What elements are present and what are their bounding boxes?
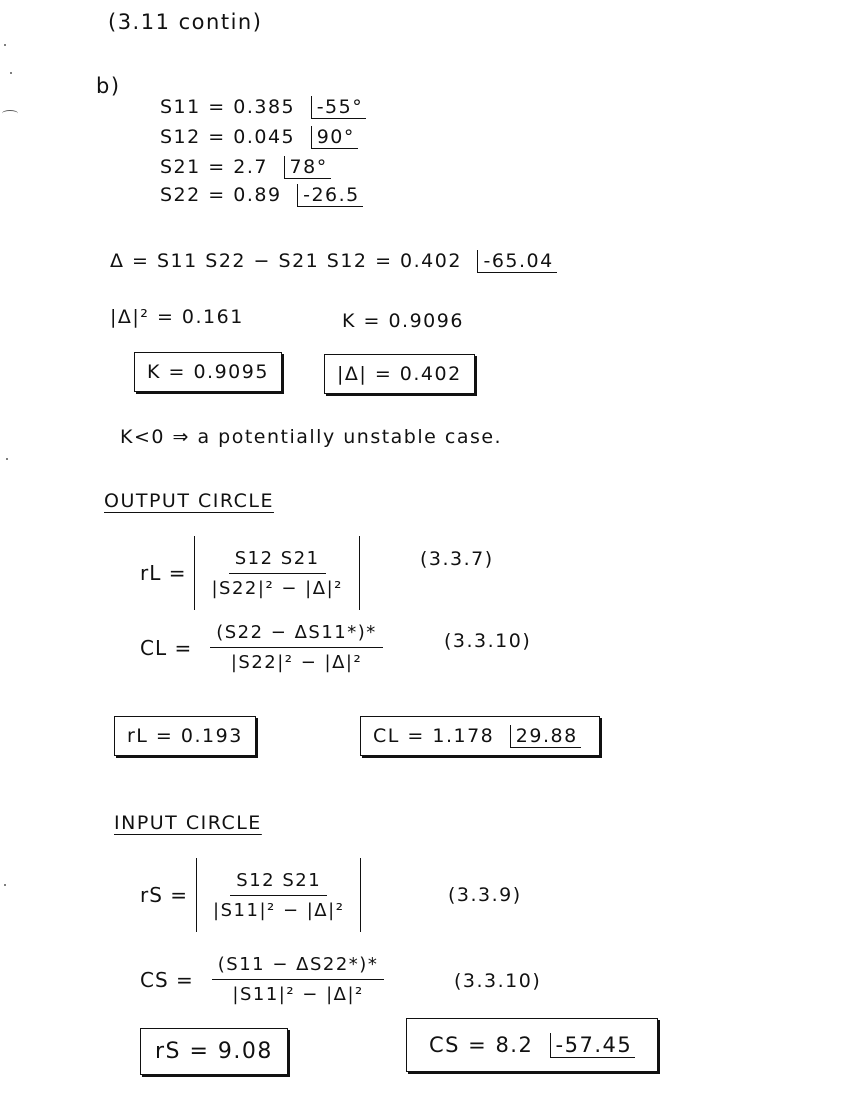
cs-result-box: [406, 1018, 658, 1072]
cl-result-box: [360, 716, 600, 756]
s-param-name: S21 =: [160, 156, 226, 178]
scan-speck: [4, 884, 6, 886]
abs-bar-right: [360, 858, 361, 932]
delta-value: 0.402: [400, 250, 462, 272]
delta-angle: -65.04: [477, 250, 556, 273]
cs-denominator: |S11|² − |Δ|²: [232, 984, 364, 1005]
s-param-angle: 90°: [311, 126, 358, 149]
cl-fraction: [200, 618, 393, 677]
cl-equation-ref: (3.3.10): [444, 630, 532, 652]
s-param-row: [160, 96, 366, 118]
page-title: (3.11 contin): [108, 10, 263, 34]
s-param-value: 0.385: [233, 96, 296, 118]
rl-label: rL =: [140, 561, 187, 585]
cs-equation-ref: (3.3.10): [454, 970, 542, 992]
rs-label: rS =: [140, 883, 189, 907]
s-param-row: [160, 156, 331, 178]
delta-result-box: |Δ| = 0.402: [324, 354, 475, 394]
rs-numerator: S12 S21: [230, 866, 327, 896]
cl-label: CL =: [140, 635, 193, 660]
s-param-value: 0.045: [233, 126, 296, 148]
cl-denominator: |S22|² − |Δ|²: [230, 652, 363, 673]
cl-result-angle: 29.88: [510, 725, 581, 748]
cs-result-value: CS = 8.2: [429, 1033, 534, 1057]
s-param-value: 0.89: [233, 184, 282, 206]
s-param-name: S12 =: [160, 126, 226, 148]
rl-formula: [140, 536, 360, 610]
scan-mark: [2, 110, 18, 117]
rs-fraction: [197, 866, 360, 925]
cs-formula: [140, 950, 394, 1009]
scan-speck: [6, 458, 8, 460]
abs-bar-right: [359, 536, 360, 610]
cl-result-value: CL = 1.178: [373, 725, 495, 747]
delta-equation: [110, 250, 557, 272]
rl-numerator: S12 S21: [229, 544, 326, 574]
cl-numerator: (S22 − ΔS11*)*: [210, 618, 383, 648]
stability-note: K<0 ⇒ a potentially unstable case.: [120, 426, 503, 448]
scan-speck: [10, 72, 12, 74]
rl-equation-ref: (3.3.7): [420, 548, 494, 570]
rs-result-box: rS = 9.08: [140, 1028, 288, 1075]
s-param-value: 2.7: [233, 156, 268, 178]
rs-formula: [140, 858, 361, 932]
input-circle-heading: INPUT CIRCLE: [114, 812, 262, 834]
s-param-angle: 78°: [284, 156, 331, 179]
output-circle-heading: OUTPUT CIRCLE: [104, 490, 274, 512]
scan-speck: [4, 44, 6, 46]
delta-squared: |Δ|² = 0.161: [110, 306, 244, 328]
s-param-name: S22 =: [160, 184, 226, 206]
part-label: b): [96, 74, 121, 98]
rs-equation-ref: (3.3.9): [448, 884, 522, 906]
s-param-row: [160, 184, 363, 206]
cl-formula: [140, 618, 393, 677]
s-param-row: [160, 126, 358, 148]
rl-denominator: |S22|² − |Δ|²: [211, 577, 343, 599]
k-result-box: K = 0.9095: [134, 352, 282, 392]
cs-fraction: [202, 950, 395, 1009]
cs-numerator: (S11 − ΔS22*)*: [212, 950, 385, 980]
rl-fraction: [195, 544, 358, 603]
s-param-name: S11 =: [160, 96, 226, 118]
s-param-angle: -26.5: [297, 184, 363, 207]
cs-label: CS =: [140, 967, 194, 992]
cs-result-angle: -57.45: [550, 1033, 636, 1058]
k-value: K = 0.9096: [342, 310, 464, 332]
delta-expression: Δ = S11 S22 − S21 S12 =: [110, 250, 393, 272]
rl-result-box: rL = 0.193: [114, 716, 256, 756]
rs-denominator: |S11|² − |Δ|²: [213, 899, 345, 921]
s-param-angle: -55°: [311, 96, 367, 119]
